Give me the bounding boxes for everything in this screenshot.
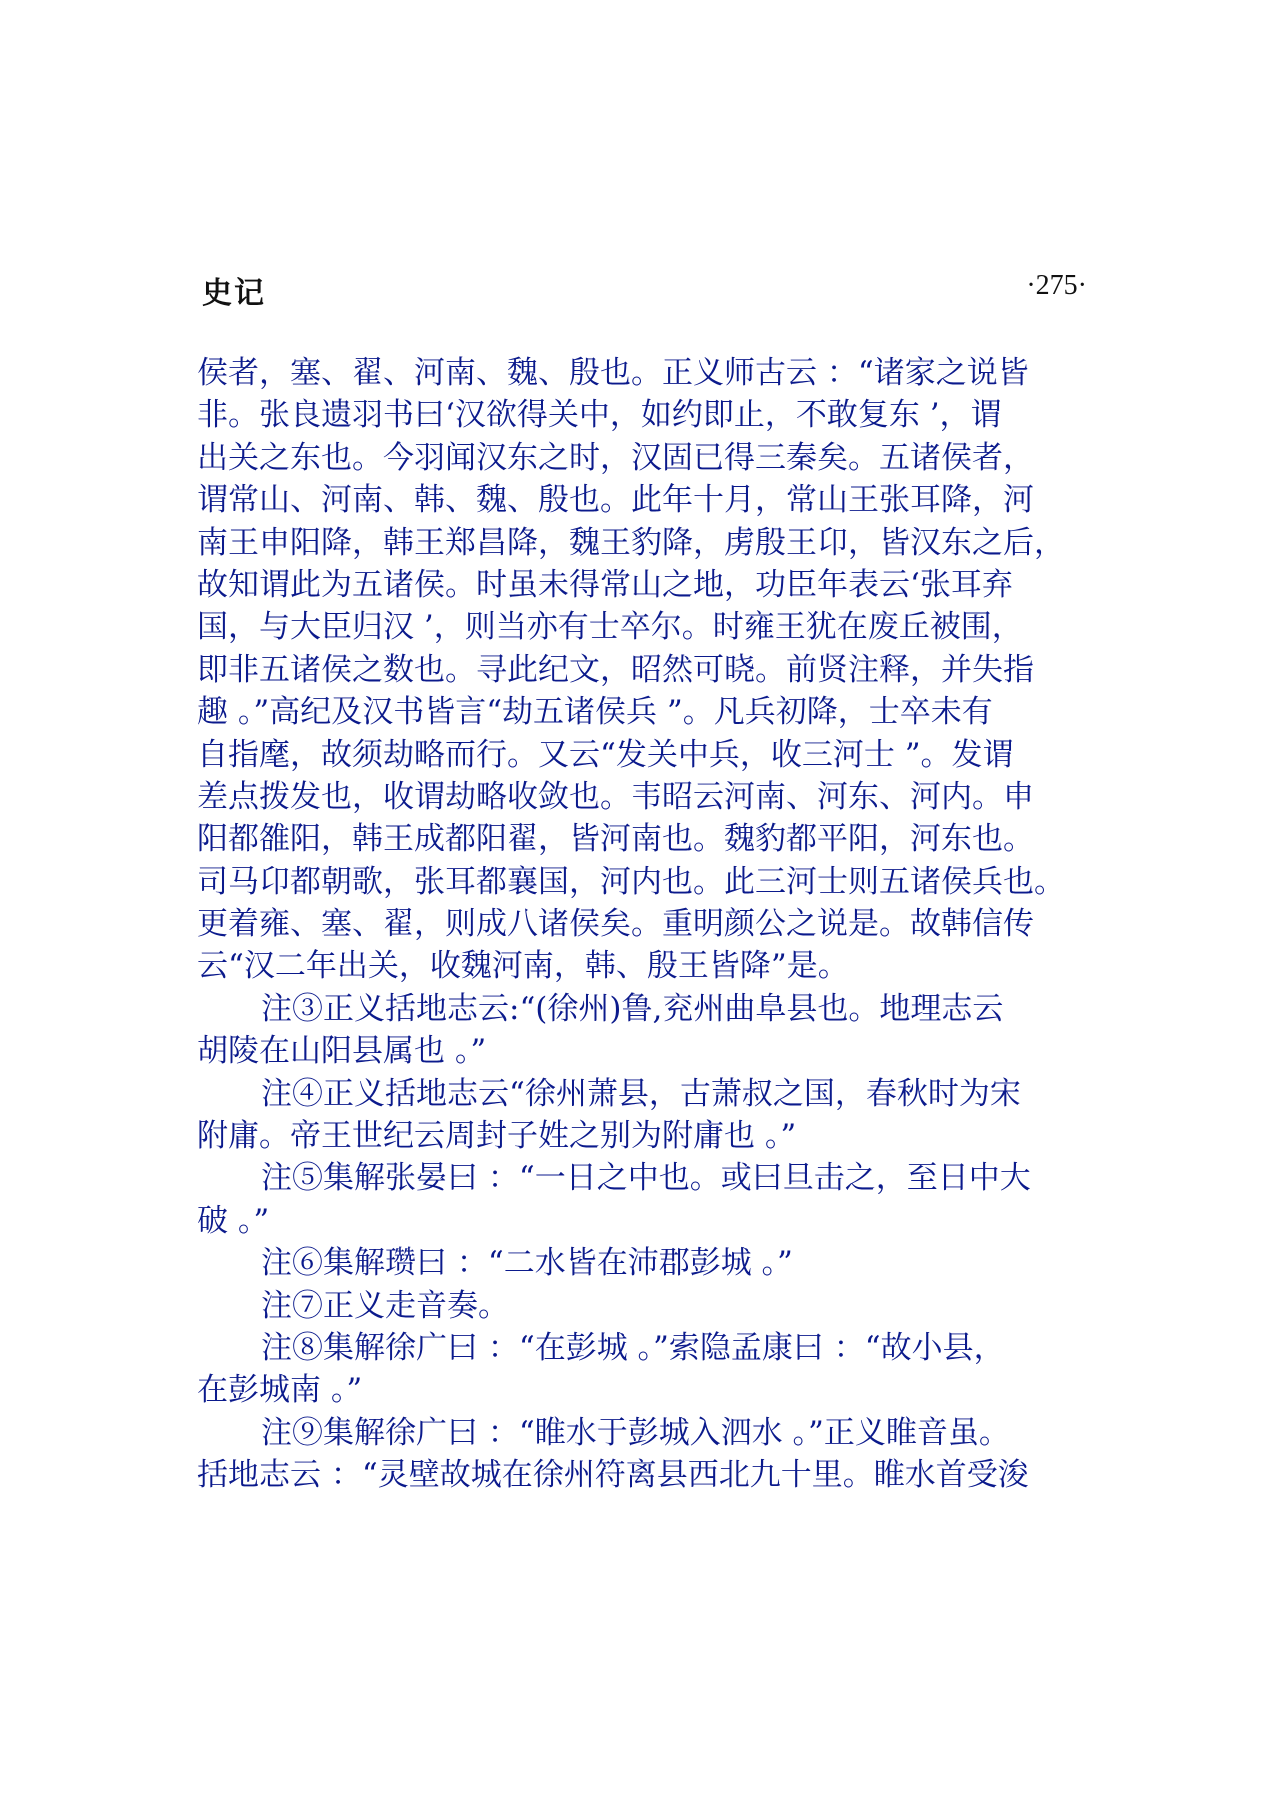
note-4-line: 注④正义括地志云“徐州萧县，古萧叔之国，春秋时为宋 <box>261 1075 1021 1112</box>
note-6-line: 注⑥集解瓒曰 ：“二水皆在沛郡彭城 。” <box>261 1245 793 1282</box>
text-line: 破 。” <box>197 1202 270 1239</box>
page-number: ·275· <box>1026 270 1087 301</box>
body-text <box>197 352 1097 1497</box>
text-line: 更着雍、塞、翟，则成八诸侯矣。重明颜公之说是。故韩信传 <box>197 906 1034 943</box>
text-line: 自指麾，故须劫略而行。又云“发关中兵，收三河士 ”。发谓 <box>197 736 1014 773</box>
text-line: 谓常山、河南、韩、魏、殷也。此年十月，常山王张耳降，河 <box>197 482 1034 519</box>
text-line: 括地志云 ：“灵壁故城在徐州符离县西北九十里。睢水首受浚 <box>197 1457 1029 1494</box>
text-line: 胡陵在山阳县属也 。” <box>197 1033 487 1070</box>
text-line: 云“汉二年出关，收魏河南，韩、殷王皆降”是。 <box>197 948 849 985</box>
text-line: 附庸。帝王世纪云周封子姓之别为附庸也 。” <box>197 1118 797 1155</box>
text-line: 阳都雒阳，韩王成都阳翟，皆河南也。魏豹都平阳，河东也。 <box>197 821 1034 858</box>
note-7-line: 注⑦正义走音奏。 <box>261 1287 509 1324</box>
note-5-line: 注⑤集解张晏曰 ：“一日之中也。或曰旦击之，至日中大 <box>261 1160 1031 1197</box>
text-line: 故知谓此为五诸侯。时虽未得常山之地，功臣年表云‘张耳弃 <box>197 566 1013 603</box>
note-9-line: 注⑨集解徐广曰 ：“睢水于彭城入泗水 。”正义睢音虽。 <box>261 1414 1010 1451</box>
text-line: 非。张良遗羽书曰‘汉欲得关中，如约即止，不敢复东 ’，谓 <box>197 397 1002 434</box>
text-line: 司马卬都朝歌，张耳都襄国，河内也。此三河士则五诸侯兵也。 <box>197 863 1065 900</box>
text-line: 侯者，塞、翟、河南、魏、殷也。正义师古云 ：“诸家之说皆 <box>197 355 1029 391</box>
text-line: 南王申阳降，韩王郑昌降，魏王豹降，虏殷王卬，皆汉东之后， <box>197 524 1065 561</box>
text-line: 出关之东也。今羽闻汉东之时，汉固已得三秦矣。五诸侯者， <box>197 439 1034 476</box>
book-title: 史记 <box>202 276 266 311</box>
text-line: 趣 。”高纪及汉书皆言“劫五诸侯兵 ”。凡兵初降，士卒未有 <box>197 694 993 731</box>
note-3-line: 注③正义括地志云:“(徐州)鲁,兖州曲阜县也。地理志云 <box>261 990 1004 1027</box>
note-8-line: 注⑧集解徐广曰 ：“在彭城 。”索隐孟康曰 ：“故小县， <box>261 1329 1005 1366</box>
text-line: 差点拨发也，收谓劫略收敛也。韦昭云河南、河东、河内。申 <box>197 778 1034 815</box>
text-line: 国，与大臣归汉 ’，则当亦有士卒尔。时雍王犹在废丘被围， <box>197 609 1023 646</box>
text-line: 即非五诸侯之数也。寻此纪文，昭然可晓。前贤注释，并失指 <box>197 651 1034 688</box>
text-line: 在彭城南 。” <box>197 1372 363 1409</box>
